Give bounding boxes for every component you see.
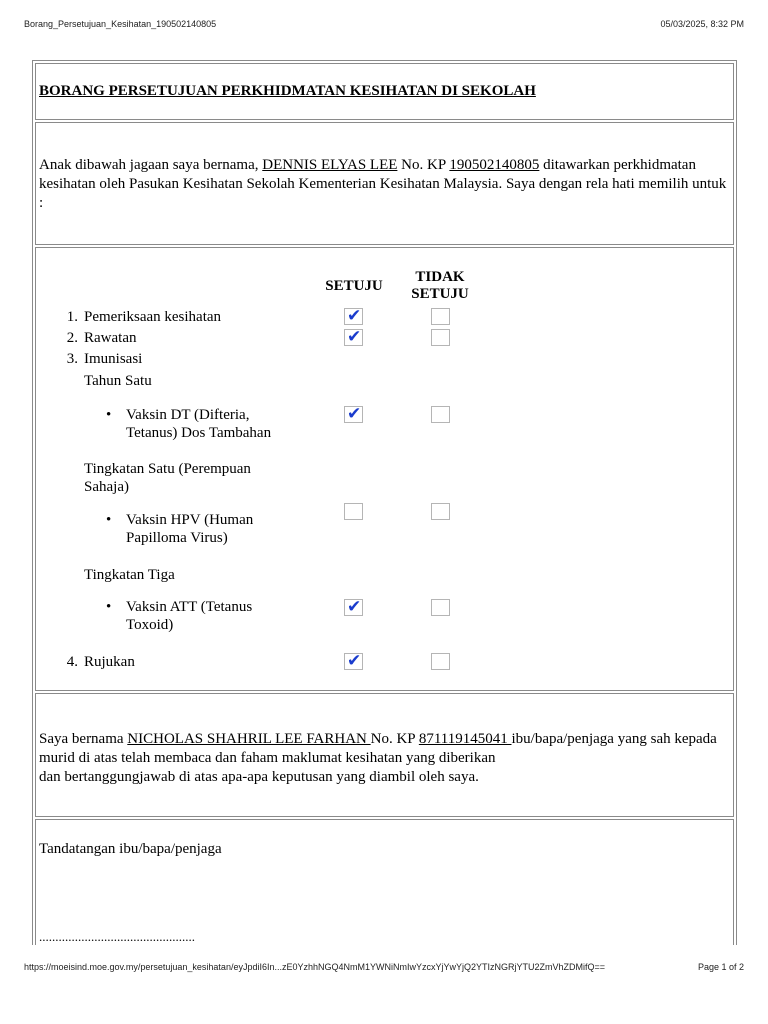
print-datetime: 05/03/2025, 8:32 PM bbox=[660, 19, 744, 29]
subheading-tingkatan-tiga bbox=[84, 566, 175, 584]
disagree-checkbox-vaksin-att[interactable] bbox=[431, 599, 450, 616]
subheading-label: Tingkatan Tiga bbox=[84, 567, 175, 583]
service-row-pemeriksaan bbox=[36, 308, 733, 326]
intro-text-2: No. KP bbox=[397, 157, 450, 173]
signature-label: Tandatangan ibu/bapa/penjaga bbox=[39, 841, 222, 857]
intro-section bbox=[35, 122, 734, 245]
disagree-checkbox-vaksin-dt[interactable] bbox=[431, 406, 450, 423]
parent-name: NICHOLAS SHAHRIL LEE FARHAN bbox=[127, 731, 371, 747]
disagree-checkbox-vaksin-hpv[interactable] bbox=[431, 503, 450, 520]
services-section bbox=[35, 247, 734, 691]
subheading-label: Tahun Satu bbox=[84, 373, 152, 389]
page-url: https://moeisind.moe.gov.my/persetujuan_kesihatan/eyJpdiI6In...zE0YzhhNGQ4NmM1YWNiNmIwYzcxYjYwYjQ2YTIzNGRjYTU2ZmVhZDMifQ== bbox=[24, 962, 606, 972]
check-icon: ✔ bbox=[347, 651, 362, 671]
item-label: Pemeriksaan kesihatan bbox=[84, 309, 222, 325]
consent-form bbox=[32, 60, 737, 945]
check-icon: ✔ bbox=[347, 306, 362, 326]
signature-section bbox=[35, 819, 734, 945]
item-number: 1. bbox=[66, 309, 78, 325]
subheading-tingkatan-satu bbox=[84, 460, 284, 496]
agree-checkbox-vaksin-dt[interactable] bbox=[344, 406, 363, 423]
child-ic-number: 190502140805 bbox=[449, 157, 540, 173]
agree-checkbox-vaksin-att[interactable] bbox=[344, 599, 363, 616]
service-row-rujukan bbox=[36, 653, 733, 671]
agree-checkbox-rawatan[interactable] bbox=[344, 329, 363, 346]
declaration-text-1: Saya bernama bbox=[39, 731, 128, 747]
intro-paragraph bbox=[39, 156, 733, 213]
declaration-paragraph bbox=[39, 730, 733, 787]
subheading-tahun-satu bbox=[84, 372, 152, 390]
disagree-checkbox-rawatan[interactable] bbox=[431, 329, 450, 346]
column-header-disagree: TIDAK SETUJU bbox=[411, 269, 469, 302]
agree-checkbox-rujukan[interactable] bbox=[344, 653, 363, 670]
signature-line: ................................................ bbox=[39, 929, 195, 944]
declaration-text-3: ibu/bapa/penjaga yang sah kepada murid di atas telah membaca dan faham maklumat kesihatan yang diberikan bbox=[39, 731, 717, 766]
form-title: BORANG PERSETUJUAN PERKHIDMATAN KESIHATAN DI SEKOLAH bbox=[39, 83, 536, 99]
agree-checkbox-pemeriksaan[interactable] bbox=[344, 308, 363, 325]
print-footer bbox=[0, 962, 768, 976]
service-row-rawatan bbox=[36, 329, 733, 347]
item-number: 4. bbox=[66, 654, 78, 670]
item-label: Imunisasi bbox=[84, 351, 143, 367]
check-icon: ✔ bbox=[347, 597, 362, 617]
vaccine-label: Vaksin ATT (Tetanus Toxoid) bbox=[126, 599, 253, 633]
vaccine-label: Vaksin HPV (Human Papilloma Virus) bbox=[126, 512, 254, 546]
agree-checkbox-vaksin-hpv[interactable] bbox=[344, 503, 363, 520]
parent-ic-number: 871119145041 bbox=[418, 731, 512, 747]
item-number: 2. bbox=[66, 330, 78, 346]
column-header-agree: SETUJU bbox=[325, 278, 383, 294]
declaration-section bbox=[35, 693, 734, 817]
vaccine-label: Vaksin DT (Difteria, Tetanus) Dos Tambahan bbox=[126, 407, 272, 441]
document-name: Borang_Persetujuan_Kesihatan_190502140805 bbox=[24, 19, 217, 29]
item-label: Rawatan bbox=[84, 330, 137, 346]
print-header bbox=[0, 19, 768, 33]
disagree-checkbox-rujukan[interactable] bbox=[431, 653, 450, 670]
item-number: 3. bbox=[66, 351, 78, 367]
intro-text-3: ditawarkan perkhidmatan kesihatan oleh Pasukan Kesihatan Sekolah Kementerian Kesihatan Malaysia. Saya dengan rela hati memilih untuk : bbox=[39, 157, 727, 211]
page-number: Page 1 of 2 bbox=[697, 962, 744, 972]
item-label: Rujukan bbox=[84, 654, 135, 670]
subheading-label: Tingkatan Satu (Perempuan Sahaja) bbox=[84, 461, 251, 495]
form-title-section bbox=[35, 63, 734, 120]
bullet-icon: • bbox=[106, 599, 112, 615]
declaration-text-4: dan bertanggungjawab di atas apa-apa keputusan yang diambil oleh saya. bbox=[39, 769, 479, 785]
declaration-text-2: No. KP bbox=[370, 731, 419, 747]
bullet-icon: • bbox=[106, 512, 112, 528]
bullet-icon: • bbox=[106, 407, 112, 423]
check-icon: ✔ bbox=[347, 327, 362, 347]
service-row-imunisasi bbox=[36, 350, 733, 368]
child-name: DENNIS ELYAS LEE bbox=[262, 157, 398, 173]
disagree-checkbox-pemeriksaan[interactable] bbox=[431, 308, 450, 325]
check-icon: ✔ bbox=[347, 404, 362, 424]
intro-text-1: Anak dibawah jagaan saya bernama, bbox=[39, 157, 263, 173]
